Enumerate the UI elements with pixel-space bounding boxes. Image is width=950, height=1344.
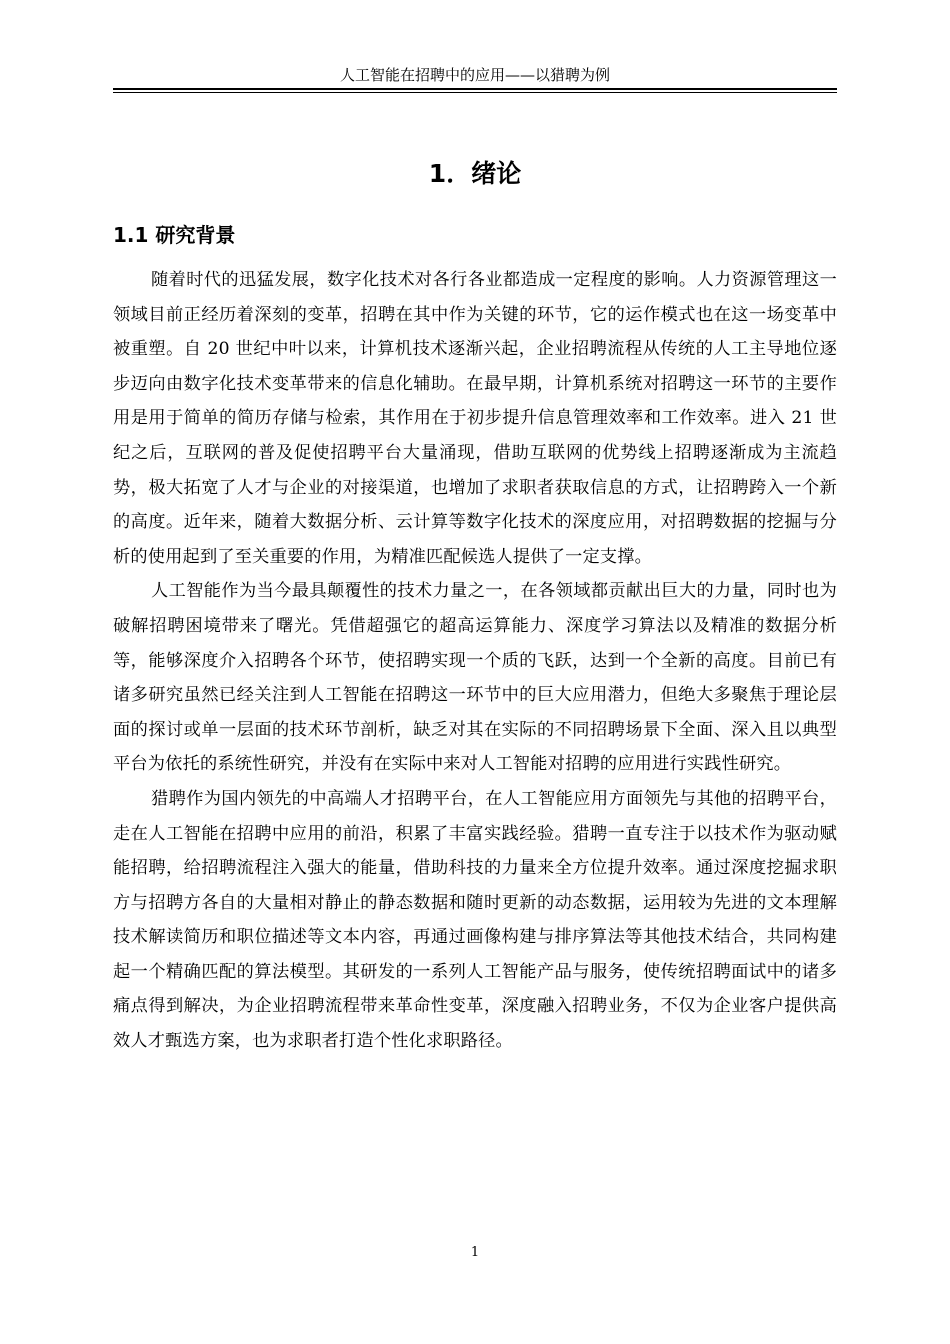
header-rule-thin [113, 92, 837, 93]
header-rule [113, 88, 837, 90]
paragraph-1: 随着时代的迅猛发展，数字化技术对各行各业都造成一定程度的影响。人力资源管理这一领域目前正经历着深刻的变革，招聘在其中作为关键的环节，它的运作模式也在这一场变革中被重塑。自 20 世纪中叶以来，计算机技术逐渐兴起，企业招聘流程从传统的人工主导地位逐步迈向由数字化技术变革带来的信息化辅助。在最早期，计算机系统对招聘这一环节的主要作用是用于简单的简历存储与检索，其作用在于初步提升信息管理效率和工作效率。进入 21 世纪之后，互联网的普及促使招聘平台大量涌现，借助互联网的优势线上招聘逐渐成为主流趋势，极大拓宽了人才与企业的对接渠道，也增加了求职者获取信息的方式，让招聘跨入一个新的高度。近年来，随着大数据分析、云计算等数字化技术的深度应用，对招聘数据的挖掘与分析的使用起到了至关重要的作用，为精准匹配候选人提供了一定支撑。 [113, 270, 837, 567]
paragraph-2: 人工智能作为当今最具颠覆性的技术力量之一，在各领域都贡献出巨大的力量，同时也为破解招聘困境带来了曙光。凭借超强它的超高运算能力、深度学习算法以及精准的数据分析等，能够深度介入招聘各个环节，使招聘实现一个质的飞跃，达到一个全新的高度。目前已有诸多研究虽然已经关注到人工智能在招聘这一环节中的巨大应用潜力，但绝大多聚焦于理论层面的探讨或单一层面的技术环节剖析，缺乏对其在实际的不同招聘场景下全面、深入且以典型平台为依托的系统性研究，并没有在实际中来对人工智能对招聘的应用进行实践性研究。 [113, 581, 837, 775]
chapter-title: 1．绪论 [428, 159, 522, 188]
section-title: 1.1 研究背景 [113, 223, 236, 247]
body-text [113, 263, 837, 1059]
page-number: 1 [470, 1245, 480, 1260]
paragraph-3: 猎聘作为国内领先的中高端人才招聘平台，在人工智能应用方面领先与其他的招聘平台，走在人工智能在招聘中应用的前沿，积累了丰富实践经验。猎聘一直专注于以技术作为驱动赋能招聘，给招聘流程注入强大的能量，借助科技的力量来全方位提升效率。通过深度挖掘求职方与招聘方各自的大量相对静止的静态数据和随时更新的动态数据，运用较为先进的文本理解技术解读简历和职位描述等文本内容，再通过画像构建与排序算法等其他技术结合，共同构建起一个精确匹配的算法模型。其研发的一系列人工智能产品与服务，使传统招聘面试中的诸多痛点得到解决，为企业招聘流程带来革命性变革，深度融入招聘业务，不仅为企业客户提供高效人才甄选方案，也为求职者打造个性化求职路径。 [113, 788, 837, 1052]
running-header: 人工智能在招聘中的应用——以猎聘为例 [339, 66, 610, 84]
